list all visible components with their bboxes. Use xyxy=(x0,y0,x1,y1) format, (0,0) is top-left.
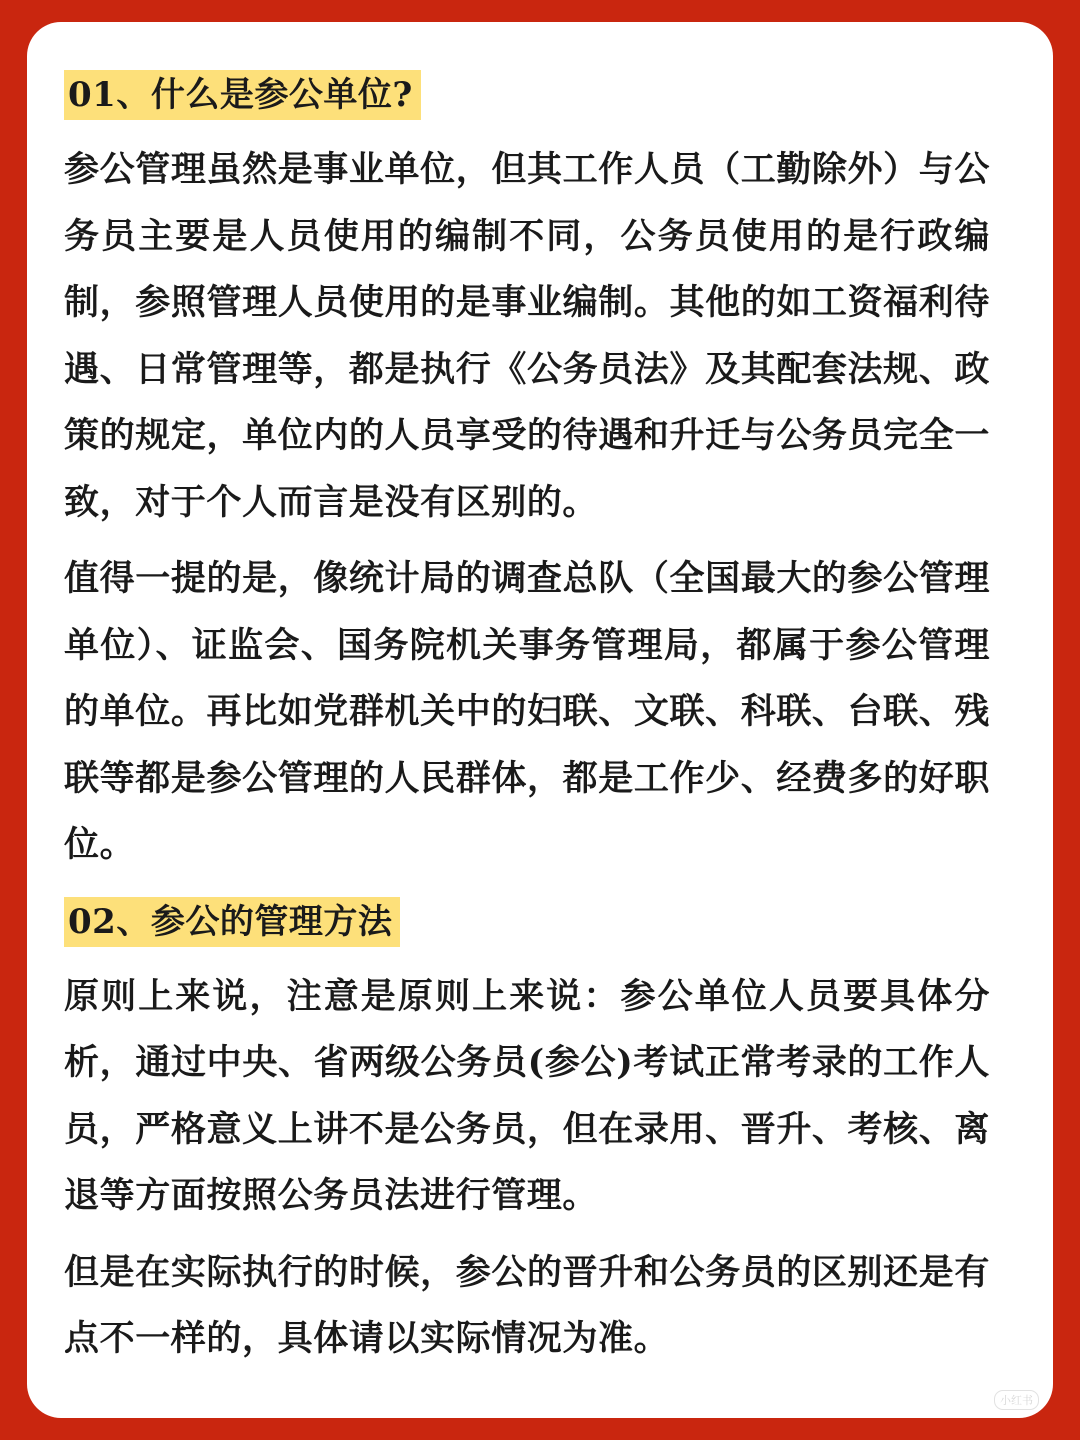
section-title: 01、什么是参公单位? xyxy=(64,70,421,120)
paragraph: 但是在实际执行的时候，参公的晋升和公务员的区别还是有点不一样的，具体请以实际情况为准。 xyxy=(64,1251,990,1359)
paragraph: 原则上来说，注意是原则上来说：参公单位人员要具体分析，通过中央、省两级公务员(参公)考试正常考录的工作人员，严格意义上讲不是公务员，但在录用、晋升、考核、离退等方面按照公务员法进行管理。 xyxy=(64,975,990,1216)
section-1 xyxy=(64,62,990,879)
section-2 xyxy=(64,879,990,1373)
watermark-logo: 小红书 xyxy=(994,1390,1039,1410)
paragraph: 值得一提的是，像统计局的调查总队（全国最大的参公管理单位）、证监会、国务院机关事务管理局，都属于参公管理的单位。再比如党群机关中的妇联、文联、科联、台联、残联等都是参公管理的人民群体，都是工作少、经费多的好职位。 xyxy=(64,558,990,865)
section-title: 02、参公的管理方法 xyxy=(64,897,400,947)
content-card xyxy=(27,22,1053,1418)
paragraph: 参公管理虽然是事业单位，但其工作人员（工勤除外）与公务员主要是人员使用的编制不同，公务员使用的是行政编制，参照管理人员使用的是事业编制。其他的如工资福利待遇、日常管理等，都是执行《公务员法》及其配套法规、政策的规定，单位内的人员享受的待遇和升迁与公务员完全一致，对于个人而言是没有区别的。 xyxy=(64,149,990,523)
